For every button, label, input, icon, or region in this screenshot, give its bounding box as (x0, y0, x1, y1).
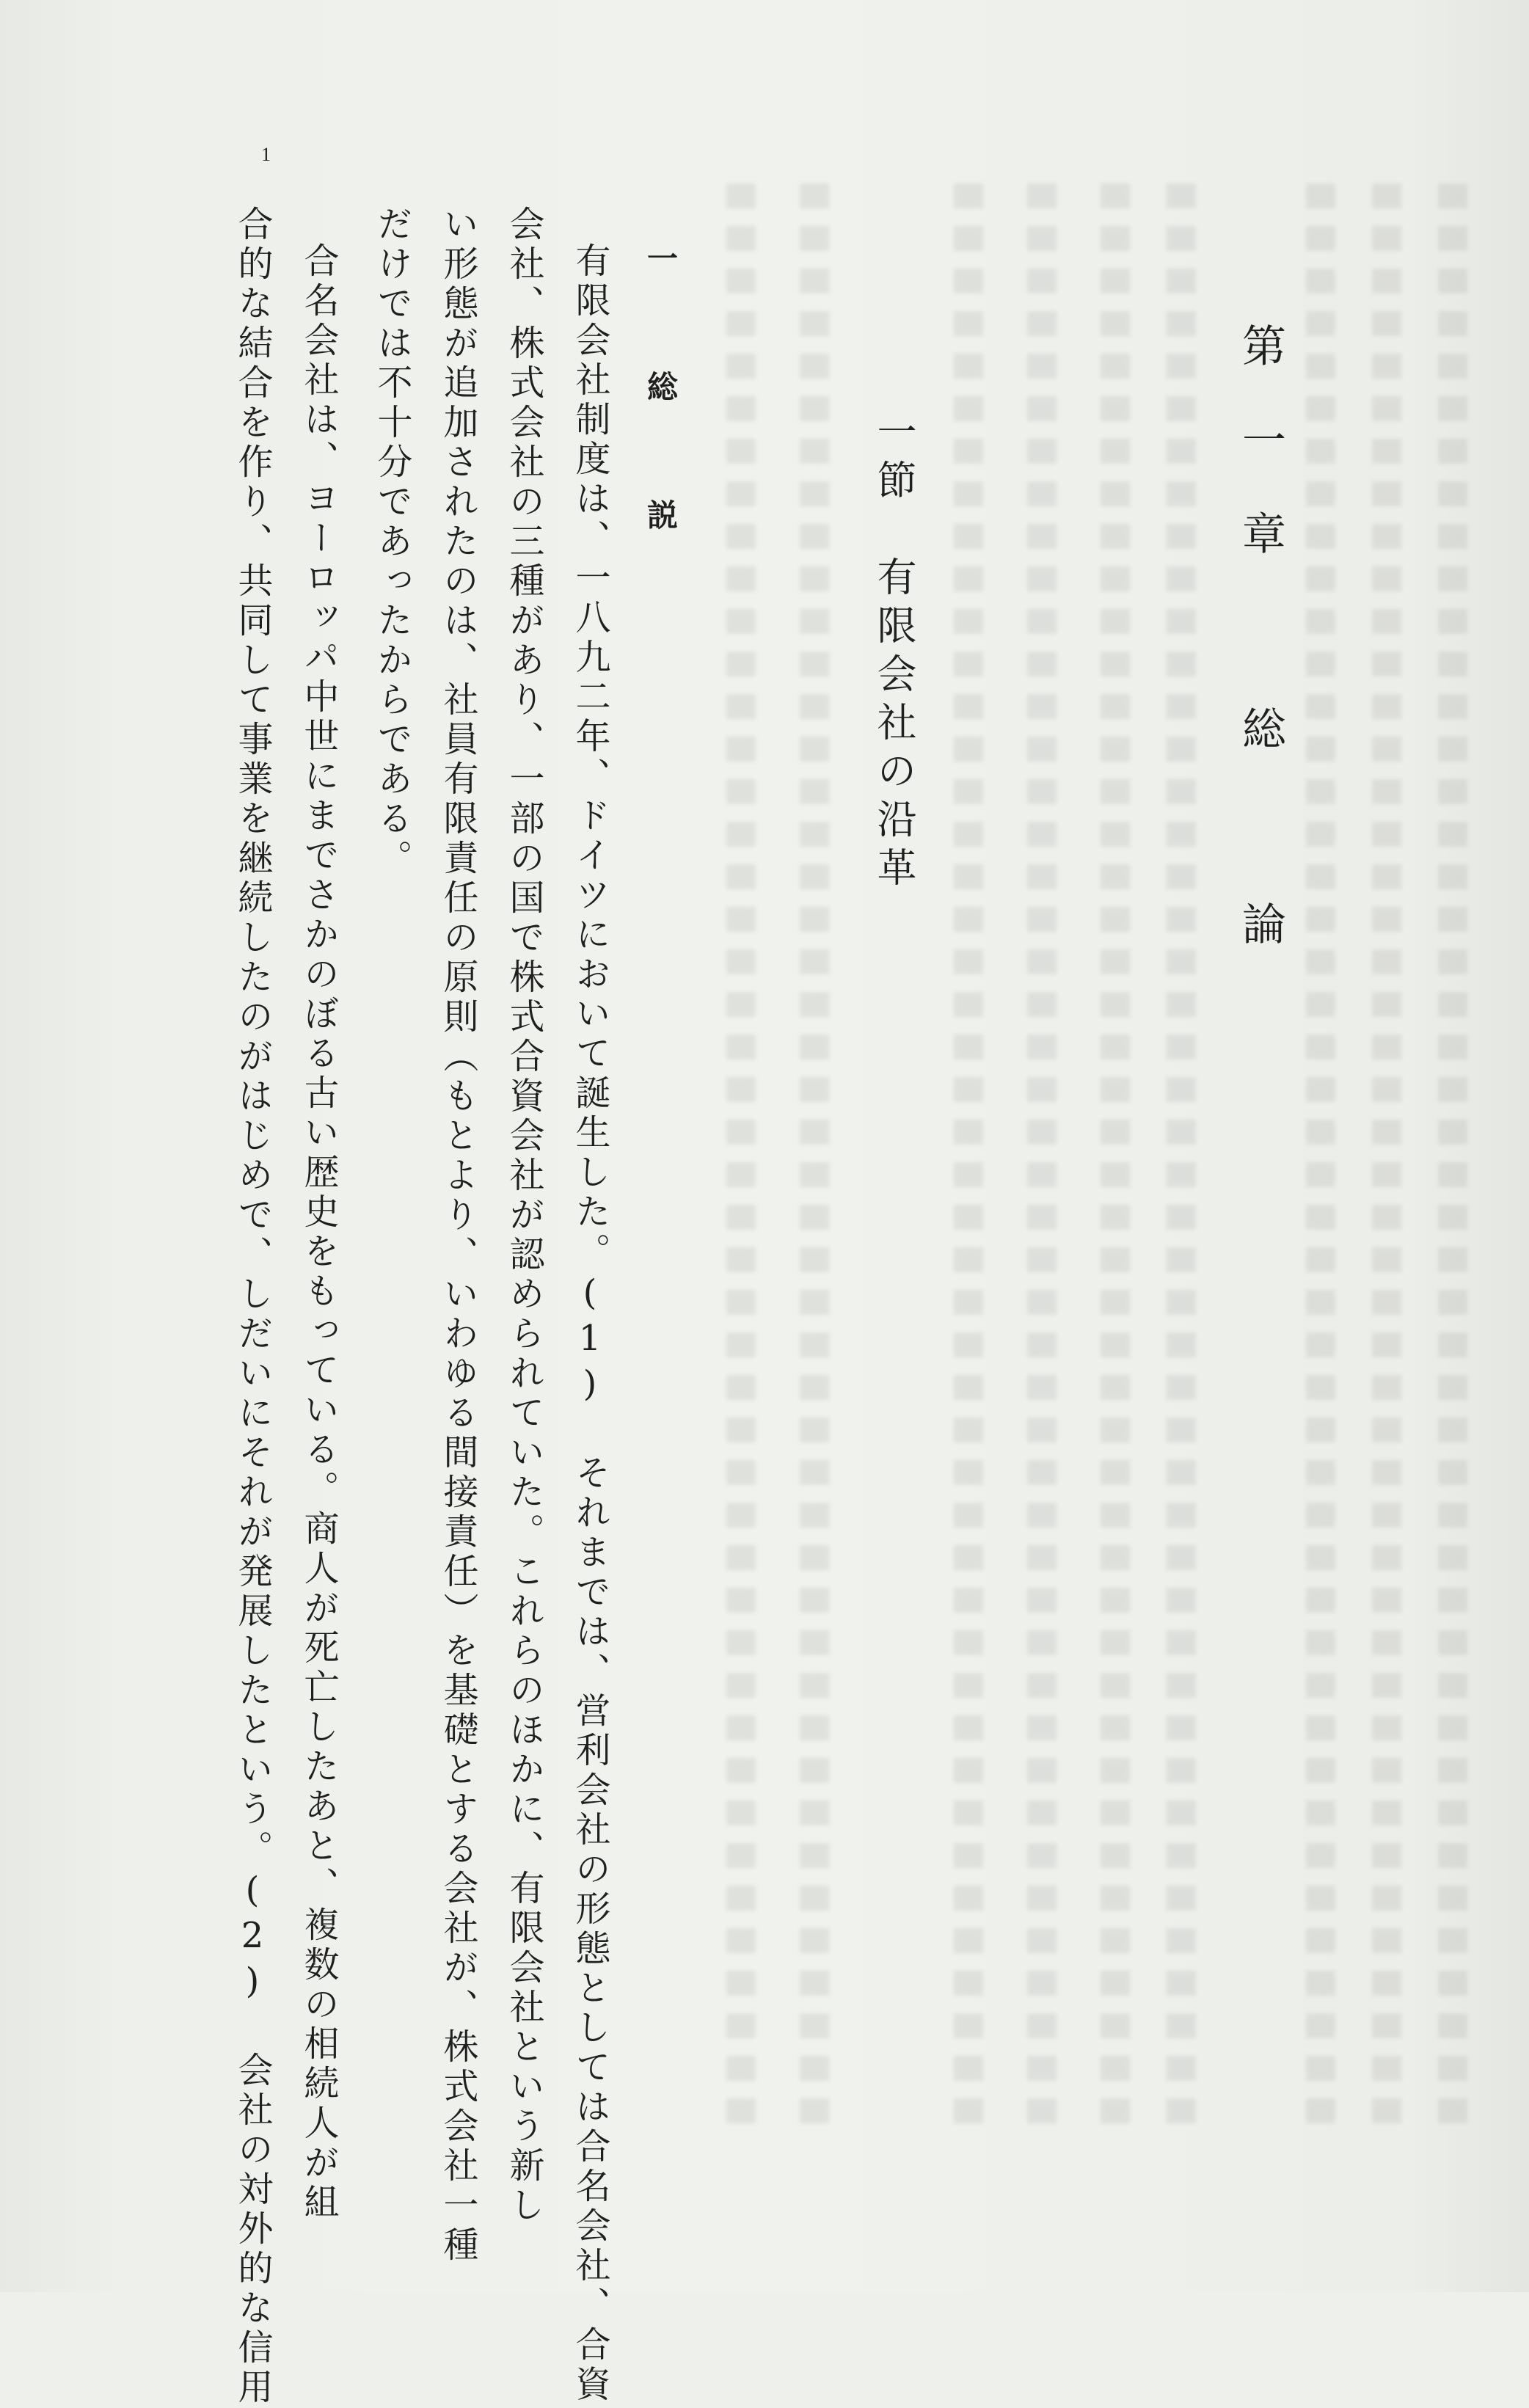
bleed-through-shadow (1101, 183, 1130, 2128)
page-number: 1 (261, 144, 271, 165)
bleed-through-shadow (954, 183, 983, 2128)
bleed-through-shadow (1306, 183, 1335, 2128)
bleed-through-shadow (1438, 183, 1467, 2128)
bleed-through-shadow (1167, 183, 1196, 2128)
body-text-line: 合名会社は、ヨーロッパ中世にまでさかのぼる古い歴史をもっている。商人が死亡したあと、複数の相続人が組 (298, 242, 339, 2223)
body-text-line: だけでは不十分であったからである。 (371, 205, 412, 879)
bleed-through-shadow (1027, 183, 1057, 2128)
chapter-title: 第一章 総 論 (1235, 323, 1286, 995)
section-title: 一節 有限会社の沿革 (871, 411, 917, 895)
body-text-line: い形態が追加されたのは、社員有限責任の原則（もとより、いわゆる間接責任）を基礎とする会社が、株式会社一種 (437, 205, 478, 2266)
body-text-line: 合的な結合を作り、共同して事業を継続したのがはじめで、しだいにそれが発展したという。(2) 会社の対外的な信用 (232, 205, 273, 2408)
body-text-line: 有限会社制度は、一八九二年、ドイツにおいて誕生した。(1) それまでは、営利会社の形態としては合名会社、合資 (569, 242, 610, 2405)
body-text-line: 会社、株式会社の三種があり、一部の国で株式合資会社が認められていた。これらのほかに、有限会社という新し (503, 205, 544, 2226)
bleed-through-shadow (800, 183, 829, 2128)
bleed-through-shadow (726, 183, 756, 2128)
bleed-through-shadow (1372, 183, 1401, 2128)
subsection-title: 一 総 説 (643, 242, 679, 561)
